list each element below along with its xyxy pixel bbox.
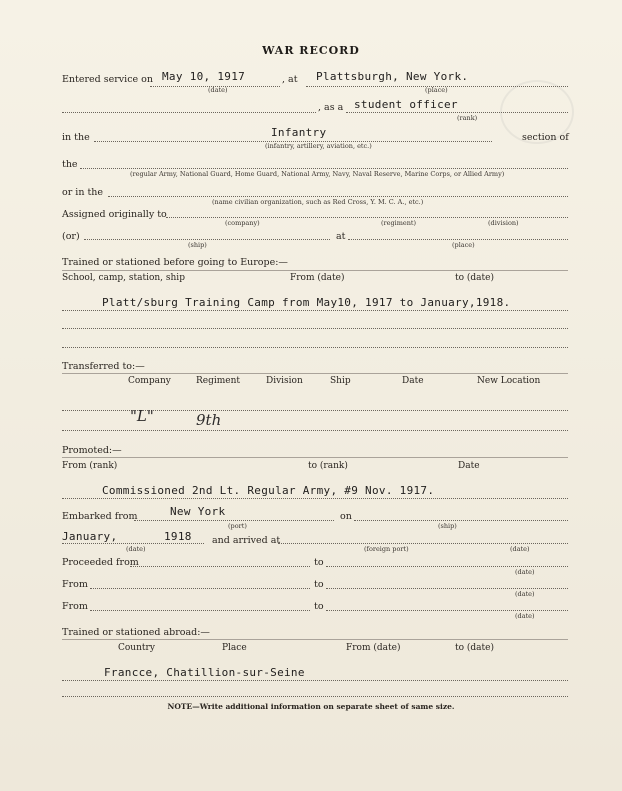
at-label-2: at	[336, 231, 346, 242]
transfer-regiment-handwriting: 9th	[196, 411, 222, 429]
trained-header-rule	[62, 270, 568, 271]
training-line-2	[62, 328, 568, 329]
transfer-date-header: Date	[402, 376, 424, 386]
embarked-date-line	[62, 543, 204, 544]
to-rank-header: to (rank)	[308, 461, 348, 471]
place-caption: (place)	[425, 86, 448, 94]
from-line-2	[90, 610, 310, 611]
to-label-2: to	[314, 579, 324, 590]
proceeded-to-line	[326, 566, 568, 567]
arrived-label: and arrived at	[212, 535, 281, 546]
civilian-caption: (name civilian organization, such as Red Cross, Y. M. C. A., etc.)	[212, 198, 424, 206]
embarked-month-entry: January,	[62, 530, 118, 543]
blank-line-1	[62, 112, 316, 113]
on-label: on	[340, 511, 352, 522]
transfer-division-header: Division	[266, 376, 303, 386]
rank-caption: (rank)	[457, 114, 478, 122]
abroad-entry: Francce, Chatillion-sur-Seine	[104, 666, 305, 679]
to-label-3: to	[314, 601, 324, 612]
abroad-country-header: Country	[118, 643, 155, 653]
from-date-header: From (date)	[290, 273, 345, 283]
proceeded-to-label: to	[314, 557, 324, 568]
army-line	[80, 168, 568, 169]
form-title: WAR RECORD	[262, 44, 360, 57]
embarked-ship-line	[354, 520, 568, 521]
ship-caption: (ship)	[188, 241, 207, 249]
training-line-1	[62, 310, 568, 311]
section-of-label: section of	[522, 132, 569, 143]
transfer-regiment-header: Regiment	[196, 376, 241, 386]
regiment-caption: (regiment)	[381, 219, 417, 227]
training-entry: Platt/sburg Training Camp from May10, 1917 to January,1918.	[102, 296, 511, 309]
ship-line	[84, 239, 330, 240]
ship-place-line	[348, 239, 568, 240]
civilian-line	[108, 196, 568, 197]
training-line-3	[62, 347, 568, 348]
place-caption-2: (place)	[452, 241, 475, 249]
to-line-3	[326, 610, 568, 611]
port-caption: (port)	[228, 522, 247, 530]
promotion-entry: Commissioned 2nd Lt. Regular Army, #9 Nov. 1917.	[102, 484, 435, 497]
embarked-label: Embarked from	[62, 511, 138, 522]
abroad-place-header: Place	[222, 643, 247, 653]
company-caption: (company)	[225, 219, 260, 227]
as-a-label: , as a	[318, 102, 344, 113]
the-label: the	[62, 159, 78, 170]
or-label: (or)	[62, 231, 80, 242]
transfer-company-header: Company	[128, 376, 171, 386]
transfer-line-2	[62, 430, 568, 431]
transfer-location-header: New Location	[477, 376, 541, 386]
abroad-from-header: From (date)	[346, 643, 401, 653]
branch-caption: (infantry, artillery, aviation, etc.)	[265, 142, 372, 150]
date-caption-6: (date)	[515, 612, 535, 620]
from-label-1: From	[62, 579, 88, 590]
embark-date-caption: (date)	[126, 545, 146, 553]
ship-caption-2: (ship)	[438, 522, 457, 530]
abroad-header-rule	[62, 639, 568, 640]
date-caption-5: (date)	[515, 590, 535, 598]
promotion-date-header: Date	[458, 461, 480, 471]
transferred-label: Transferred to:—	[62, 361, 145, 372]
embarked-port-line	[134, 520, 334, 521]
abroad-to-header: to (date)	[455, 643, 494, 653]
or-in-the-label: or in the	[62, 187, 104, 198]
from-rank-header: From (rank)	[62, 461, 118, 471]
to-line-2	[326, 588, 568, 589]
arrived-line	[278, 543, 568, 544]
division-caption: (division)	[488, 219, 519, 227]
abroad-line-2	[62, 696, 568, 697]
promotion-line	[62, 498, 568, 499]
assigned-label: Assigned originally to	[62, 209, 167, 220]
promoted-header-rule	[62, 457, 568, 458]
transfer-company-handwriting: "L"	[130, 407, 154, 425]
rank-entry: student officer	[354, 98, 458, 111]
transfer-ship-header: Ship	[330, 376, 351, 386]
abroad-label: Trained or stationed abroad:—	[62, 627, 210, 638]
proceeded-from-line	[130, 566, 310, 567]
proceeded-date-caption: (date)	[515, 568, 535, 576]
arrival-date-caption: (date)	[510, 545, 530, 553]
to-date-header: to (date)	[455, 273, 494, 283]
embarked-port-entry: New York	[170, 505, 226, 518]
entered-service-label: Entered service on	[62, 74, 154, 85]
transfer-header-rule	[62, 373, 568, 374]
army-caption: (regular Army, National Guard, Home Guard, National Army, Navy, Naval Reserve, Marine Corps, or Allied Army)	[130, 170, 505, 178]
from-line-1	[90, 588, 310, 589]
assigned-line	[166, 217, 568, 218]
branch-entry: Infantry	[271, 126, 327, 139]
school-header: School, camp, station, ship	[62, 273, 185, 283]
embarked-year-entry: 1918	[164, 530, 192, 543]
at-label: , at	[282, 74, 298, 85]
rank-line	[346, 112, 568, 113]
promoted-label: Promoted:—	[62, 445, 122, 456]
trained-before-label: Trained or stationed before going to Europe:—	[62, 257, 288, 268]
service-date-entry: May 10, 1917	[162, 70, 246, 83]
foreign-port-caption: (foreign port)	[364, 545, 409, 553]
service-place-entry: Plattsburgh, New York.	[316, 70, 469, 83]
date-caption: (date)	[208, 86, 228, 94]
in-the-label: in the	[62, 132, 90, 143]
form-note: NOTE—Write additional information on separate sheet of same size.	[167, 702, 455, 711]
proceeded-label: Proceeded from	[62, 557, 139, 568]
from-label-2: From	[62, 601, 88, 612]
abroad-line-1	[62, 680, 568, 681]
